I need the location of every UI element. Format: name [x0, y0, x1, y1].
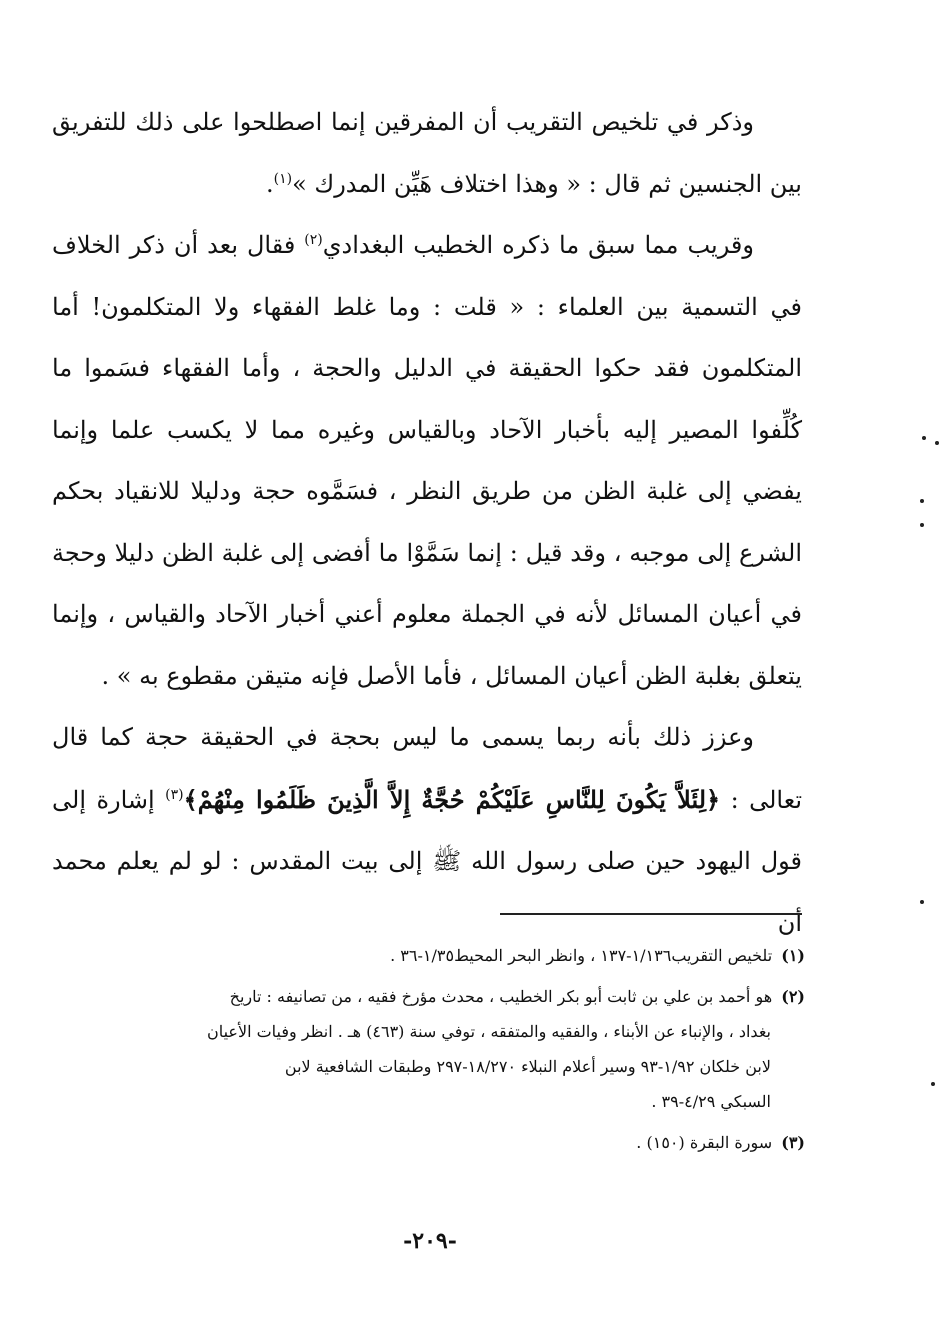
- scan-speck: [935, 441, 939, 445]
- footnote-1-line-1: تلخيص التقريب١/١٣٦-١٣٧ ، وانظر البحر المحيط١/٣٥-٣٦ .: [390, 946, 773, 965]
- paragraph-2-rest: فقال بعد أن ذكر الخلاف في التسمية بين العلماء : « قلت : وما غلط الفقهاء ولا المتكلمون! أما المتكلمون فقد حكوا الحقيقة في الدليل والحجة ، وأما الفقهاء فسَموا ما كُلِّفوا المصير إليه بأخبار الآحاد وبالقياس وغيره مما لا يكسب علما وإنما يفضي إلى غلبة الظن من طريق النظر ، فسَمَّوه حجة ودليلا للانقياد بحكم الشرع إلى موجبه ، وقد قيل : إنما سَمَّوْا ما أفضى إلى غلبة الظن دليلا وحجة في أعيان المسائل لأنه في الجملة معلوم أعني أخبار الآحاد والقياس ، وإنما يتعلق بغلبة الظن أعيان المسائل ، فأما الأصل فإنه متيقن مقطوع به » .: [52, 231, 802, 690]
- main-text: [52, 92, 802, 954]
- footnote-ref-3: (٣): [165, 786, 184, 803]
- footnote-separator: [500, 913, 802, 915]
- scan-speck: [920, 523, 924, 527]
- paragraph-3: [52, 707, 802, 954]
- page-number: -٢٠٩-: [403, 1228, 457, 1254]
- footnote-3: [60, 1125, 805, 1160]
- paragraph-1-end: .: [265, 169, 274, 198]
- footnote-2-line-2: بغداد ، والإنباء عن الأبناء ، والفقيه والمتفقه ، توفي سنة (٤٦٣) هـ . انظر وفيات الأعيان: [206, 1022, 771, 1041]
- paragraph-2-text: وقريب مما سبق ما ذكره الخطيب البغدادي: [322, 231, 754, 259]
- paragraph-3-text: وعزز ذلك بأنه ربما يسمى ما ليس بحجة في الحقيقة حجة كما قال تعالى :: [52, 723, 802, 814]
- footnote-2: [60, 979, 805, 1119]
- footnote-ref-1: (١): [273, 170, 293, 187]
- quran-verse: ﴿لِئَلاَّ يَكُونَ لِلنَّاسِ عَلَيْكُمْ حُجَّةٌ إِلاَّ الَّذِينَ ظَلَمُوا مِنْهُمْ﴾: [183, 784, 721, 814]
- footnote-2-line-3: لابن خلكان ١/٩٢-٩٣ وسير أعلام النبلاء ١٨/٢٧٠-٢٩٧ وطبقات الشافعية لابن: [284, 1057, 771, 1076]
- footnote-1: [60, 938, 805, 973]
- paragraph-3-rest: إشارة إلى قول اليهود حين صلى رسول الله ﷺ إلى بيت المقدس : لو لم يعلم محمد أن: [52, 785, 802, 937]
- scan-speck: [920, 900, 924, 904]
- footnote-2-line-1: هو أحمد بن علي بن ثابت أبو بكر الخطيب ، محدث مؤرخ فقيه ، من تصانيفه : تاريخ: [229, 987, 773, 1006]
- footnotes: [60, 938, 805, 1166]
- footnote-2-number: (٢): [781, 987, 805, 1006]
- scan-speck: [931, 1082, 935, 1086]
- paragraph-2: [52, 215, 802, 707]
- footnote-2-line-4: السبكي ٤/٢٩-٣٩ .: [651, 1092, 771, 1111]
- scan-speck: [920, 499, 924, 503]
- paragraph-1-text: وذكر في تلخيص التقريب أن المفرقين إنما اصطلحوا على ذلك للتفريق بين الجنسين ثم قال : « وهذا اختلاف هَيِّن المدرك »: [52, 108, 802, 198]
- footnote-1-number: (١): [781, 946, 805, 965]
- footnote-3-number: (٣): [781, 1133, 805, 1152]
- paragraph-1: [52, 92, 802, 215]
- scan-speck: [922, 436, 926, 440]
- footnote-ref-2: (٢): [304, 232, 323, 248]
- footnote-3-line-1: سورة البقرة (١٥٠) .: [636, 1133, 773, 1152]
